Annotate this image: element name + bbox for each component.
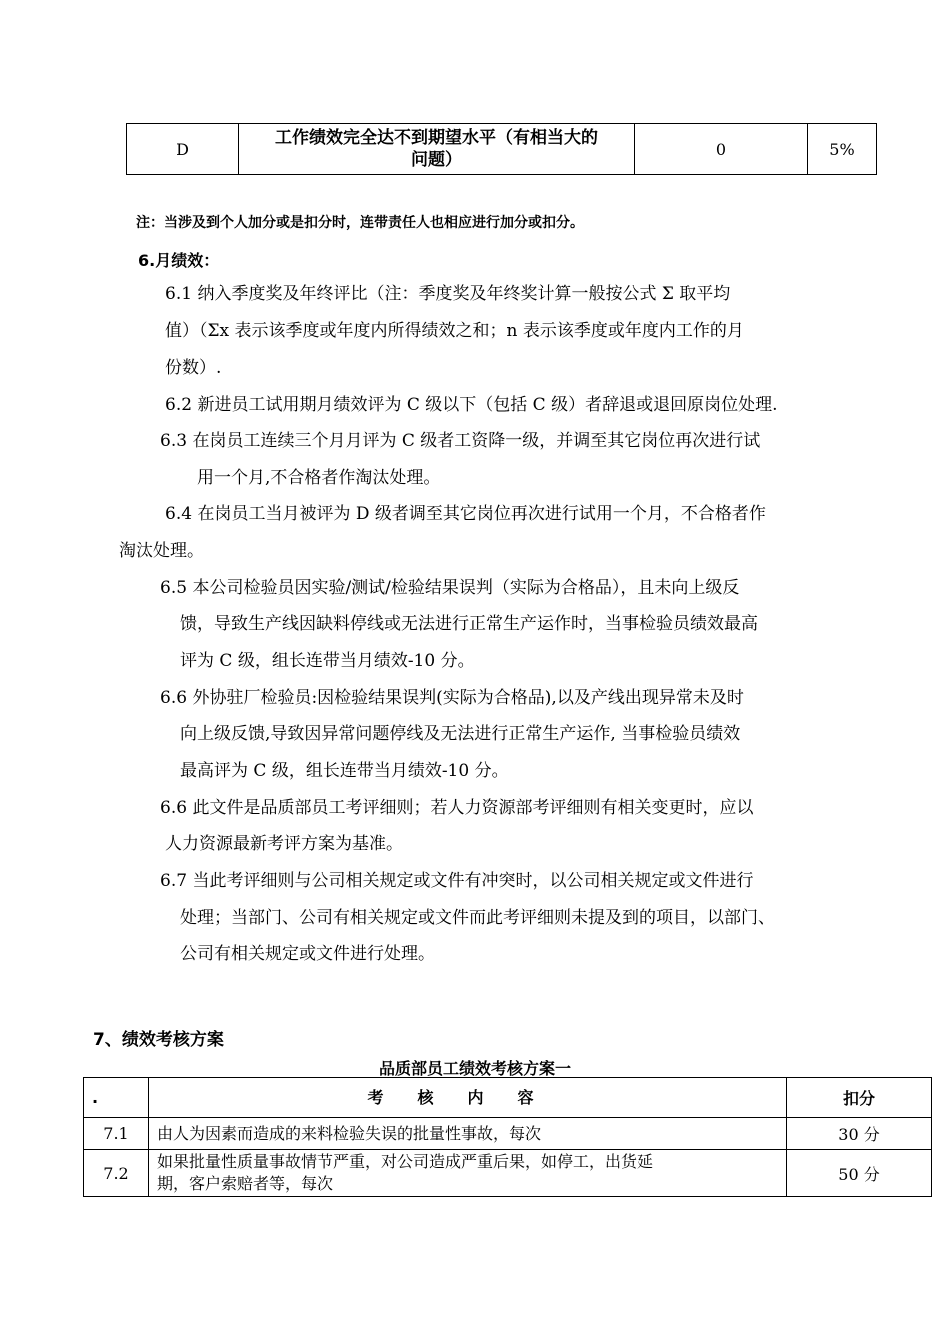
plan-table-header [84, 1078, 932, 1118]
grade-ratio: 5% [808, 124, 877, 175]
s6-line: 6.5 本公司检验员因实验/测试/检验结果误判（实际为合格品），且未向上级反 [160, 578, 740, 598]
table-row [84, 1150, 932, 1197]
s6-line: 6.3 在岗员工连续三个月月评为 C 级者工资降一级，并调至其它岗位再次进行试 [160, 431, 761, 451]
row-content-line2: 期，客户索赔者等，每次 [157, 1174, 334, 1193]
s6-line: 份数）. [165, 358, 222, 378]
s6-line: 值）（Σx 表示该季度或年度内所得绩效之和；n 表示该季度或年度内工作的月 [165, 321, 744, 341]
row-score: 30 分 [787, 1118, 932, 1150]
s6-line: 6.2 新进员工试用期月绩效评为 C 级以下（包括 C 级）者辞退或退回原岗位处理. [165, 395, 778, 415]
s6-line: 6.6 此文件是品质部员工考评细则；若人力资源部考评细则有相关变更时，应以 [160, 798, 754, 818]
s6-line: 公司有相关规定或文件进行处理。 [180, 944, 435, 964]
header-score: 扣分 [787, 1078, 932, 1118]
grade-cell: D [127, 124, 239, 175]
row-content [149, 1150, 787, 1197]
s6-line: 淘汰处理。 [119, 541, 204, 561]
s6-line: 向上级反馈,导致因异常问题停线及无法进行正常生产运作, 当事检验员绩效 [180, 724, 741, 744]
s6-line: 馈，导致生产线因缺料停线或无法进行正常生产运作时，当事检验员绩效最高 [180, 614, 758, 634]
header-no: . [84, 1078, 149, 1118]
row-score: 50 分 [787, 1150, 932, 1197]
s6-line: 最高评为 C 级，组长连带当月绩效-10 分。 [180, 761, 509, 781]
s6-line: 用一个月,不合格者作淘汰处理。 [197, 468, 441, 488]
section7-title: 7、绩效考核方案 [93, 1030, 224, 1050]
grade-score: 0 [635, 124, 808, 175]
s6-line: 6.1 纳入季度奖及年终评比（注：季度奖及年终奖计算一般按公式 Σ 取平均 [165, 284, 731, 304]
s6-line: 处理；当部门、公司有相关规定或文件而此考评细则未提及到的项目，以部门、 [180, 908, 775, 928]
table-row [84, 1118, 932, 1150]
grade-row-d [127, 124, 877, 175]
row-content: 由人为因素而造成的来料检验失误的批量性事故，每次 [149, 1118, 787, 1150]
plan-table [83, 1077, 932, 1197]
s6-line: 评为 C 级，组长连带当月绩效-10 分。 [180, 651, 475, 671]
row-no: 7.2 [84, 1150, 149, 1197]
table-caption: 品质部员工绩效考核方案一 [378, 1059, 571, 1078]
s6-line: 人力资源最新考评方案为基准。 [165, 834, 403, 854]
grade-description-line1: 工作绩效完全达不到期望水平（有相当大的 [275, 128, 598, 148]
grade-table [126, 123, 877, 175]
grade-description [239, 124, 635, 175]
section6-title: 6.月绩效： [138, 251, 220, 270]
s6-line: 6.6 外协驻厂检验员:因检验结果误判(实际为合格品),以及产线出现异常未及时 [160, 688, 744, 708]
s6-line: 6.7 当此考评细则与公司相关规定或文件有冲突时，以公司相关规定或文件进行 [160, 871, 754, 891]
grade-description-line2: 问题） [411, 150, 462, 170]
row-content-line1: 如果批量性质量事故情节严重，对公司造成严重后果，如停工，出货延 [157, 1152, 654, 1171]
row-no: 7.1 [84, 1118, 149, 1150]
note-text: 注：当涉及到个人加分或是扣分时，连带责任人也相应进行加分或扣分。 [136, 215, 584, 231]
header-content: 考核内容 [149, 1078, 787, 1118]
s6-line: 6.4 在岗员工当月被评为 D 级者调至其它岗位再次进行试用一个月，不合格者作 [165, 504, 766, 524]
